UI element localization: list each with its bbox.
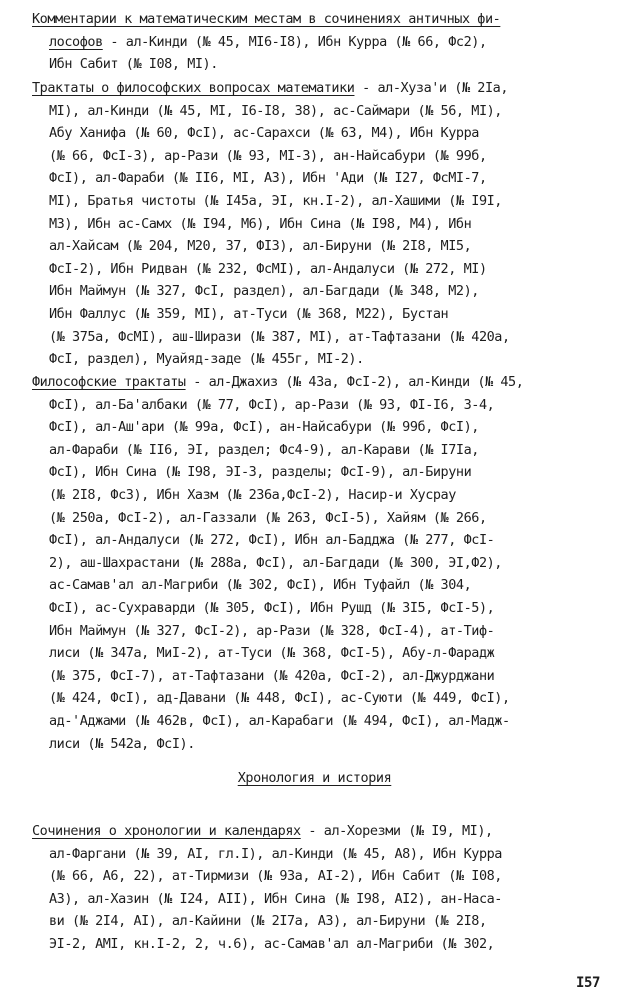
entry-line: Ибн Маймун (№ 327, ФсI, раздел), ал-Багдади (№ 348, М2), [49, 283, 479, 300]
section-title: Хронология и история [237, 770, 392, 786]
entry-line: А3), ал-Хазин (№ I24, АII), Ибн Сина (№ I98, АI2), ан-Наса- [49, 890, 502, 907]
entry-line [32, 31, 592, 54]
entry-text: - ал-Кинди (№ 45, MI6-I8), Ибн Курра (№ 66, Фс2), [102, 33, 487, 50]
entry-line: ФсI), Ибн Сина (№ I98, ЭI-3, разделы; ФсI-9), ал-Бируни [49, 464, 472, 481]
entry-line: М3), Ибн ас-Самх (№ I94, М6), Ибн Сина (№ I98, М4), Ибн [49, 215, 472, 232]
entry-line: ЭI-2, АМI, кн.I-2, 2, ч.6), ас-Самав'ал ал-Магриби (№ 302, [49, 935, 495, 952]
entry-line: ФсI), ас-Сухраварди (№ 305, ФсI), Ибн Рушд (№ 3I5, ФсI-5), [49, 599, 495, 616]
entry-line: ФсI, раздел), Муайяд-заде (№ 455г, MI-2). [49, 351, 364, 368]
entry-line: ас-Самав'ал ал-Магриби (№ 302, ФсI), Ибн Туфайл (№ 304, [49, 577, 472, 594]
entry-line: ви (№ 2I4, АI), ал-Кайини (№ 2I7а, А3), ал-Бируни (№ 2I8, [49, 913, 487, 930]
entry-line: Ибн Фаллус (№ 359, MI), ат-Туси (№ 368, М22), Бустан [49, 305, 449, 322]
entry-term: Философские трактаты [32, 374, 186, 390]
entry-line [32, 371, 592, 394]
entry-line: (№ 2I8, Фс3), Ибн Хазм (№ 236а,ФсI-2), Насир-и Хусрау [49, 486, 456, 503]
entry-philosophical-treatises [32, 371, 592, 755]
entry-line: (№ 66, ФсI-3), ар-Рази (№ 93, MI-3), ан-Найсабури (№ 99б, [49, 147, 487, 164]
entry-philosophical-math [32, 77, 592, 371]
entry-line: (№ 424, ФсI), ад-Давани (№ 448, ФсI), ас-Суюти (№ 449, ФсI), [49, 690, 510, 707]
entry-line: ФсI-2), Ибн Ридван (№ 232, ФсМI), ал-Андалуси (№ 272, MI) [49, 260, 487, 277]
entry-line: ФсI), ал-Ба'албаки (№ 77, ФсI), ар-Рази (№ 93, ФI-I6, 3-4, [49, 396, 495, 413]
entry-term: Трактаты о философских вопросах математики [32, 80, 355, 96]
entry-line: (№ 375, ФсI-7), ат-Тафтазани (№ 420а, ФсI-2), ал-Джурджани [49, 667, 495, 684]
entry-line: ФсI), ал-Фараби (№ II6, MI, А3), Ибн 'Ади (№ I27, ФсМI-7, [49, 170, 487, 187]
entry-line: ал-Фараби (№ II6, ЭI, раздел; Фс4-9), ал-Карави (№ I7Iа, [49, 441, 479, 458]
entry-line: (№ 375а, ФсМI), аш-Ширази (№ 387, MI), ат-Тафтазани (№ 420а, [49, 328, 510, 345]
entry-term: Комментарии к математическим местам в сочинениях античных фи- [32, 11, 501, 27]
entry-commentaries [32, 8, 592, 76]
entry-chronology-calendars [32, 820, 592, 956]
entry-line: MI), ал-Кинди (№ 45, MI, I6-I8, 38), ас-Саймари (№ 56, MI), [49, 102, 502, 119]
entry-line: ФсI), ал-Андалуси (№ 272, ФсI), Ибн ал-Бадджа (№ 277, ФсI- [49, 532, 495, 549]
entry-line: ал-Фаргани (№ 39, АI, гл.I), ал-Кинди (№ 45, А8), Ибн Курра [49, 845, 502, 862]
entry-line: Ибн Маймун (№ 327, ФсI-2), ар-Рази (№ 328, ФсI-4), ат-Тиф- [49, 622, 495, 639]
entry-line [32, 8, 592, 31]
entry-line: ФсI), ал-Аш'ари (№ 99а, ФсI), ан-Найсабури (№ 99б, ФсI), [49, 419, 479, 436]
entry-text: - ал-Джахиз (№ 43а, ФсI-2), ал-Кинди (№ 45, [185, 374, 524, 390]
entry-line: лиси (№ 542а, ФсI). [49, 735, 195, 752]
entry-line: (№ 66, А6, 22), ат-Тирмизи (№ 93а, АI-2), Ибн Сабит (№ I08, [49, 868, 502, 885]
entry-term: Сочинения о хронологии и календарях [32, 823, 301, 839]
page-number: I57 [576, 975, 601, 991]
entry-line: 2), аш-Шахрастани (№ 288а, ФсI), ал-Багдади (№ 300, ЭI,Ф2), [49, 554, 502, 571]
entry-line: ад-'Аджами (№ 462в, ФсI), ал-Карабаги (№ 494, ФсI), ал-Мадж- [49, 712, 510, 729]
entry-line: MI), Братья чистоты (№ I45а, ЭI, кн.I-2), ал-Хашими (№ I9I, [49, 192, 502, 209]
entry-line: Абу Ханифа (№ 60, ФсI), ас-Сарахси (№ 63, М4), Ибн Курра [49, 125, 479, 142]
entry-line: (№ 250а, ФсI-2), ал-Газзали (№ 263, ФсI-5), Хайям (№ 266, [49, 509, 487, 526]
entry-line [32, 820, 592, 843]
entry-line: лиси (№ 347а, МиI-2), ат-Туси (№ 368, ФсI-5), Абу-л-Фарадж [49, 645, 495, 662]
entry-line [32, 77, 592, 100]
entry-line: Ибн Сабит (№ I08, MI). [49, 56, 218, 73]
entry-text: - ал-Хуза'и (№ 2Iа, [354, 80, 509, 96]
entry-text: - ал-Хорезми (№ I9, MI), [300, 823, 493, 839]
entry-line: ал-Хайсам (№ 204, М20, 37, ФI3), ал-Бируни (№ 2I8, МI5, [49, 238, 472, 255]
entry-term-continued: лософов [49, 33, 103, 50]
